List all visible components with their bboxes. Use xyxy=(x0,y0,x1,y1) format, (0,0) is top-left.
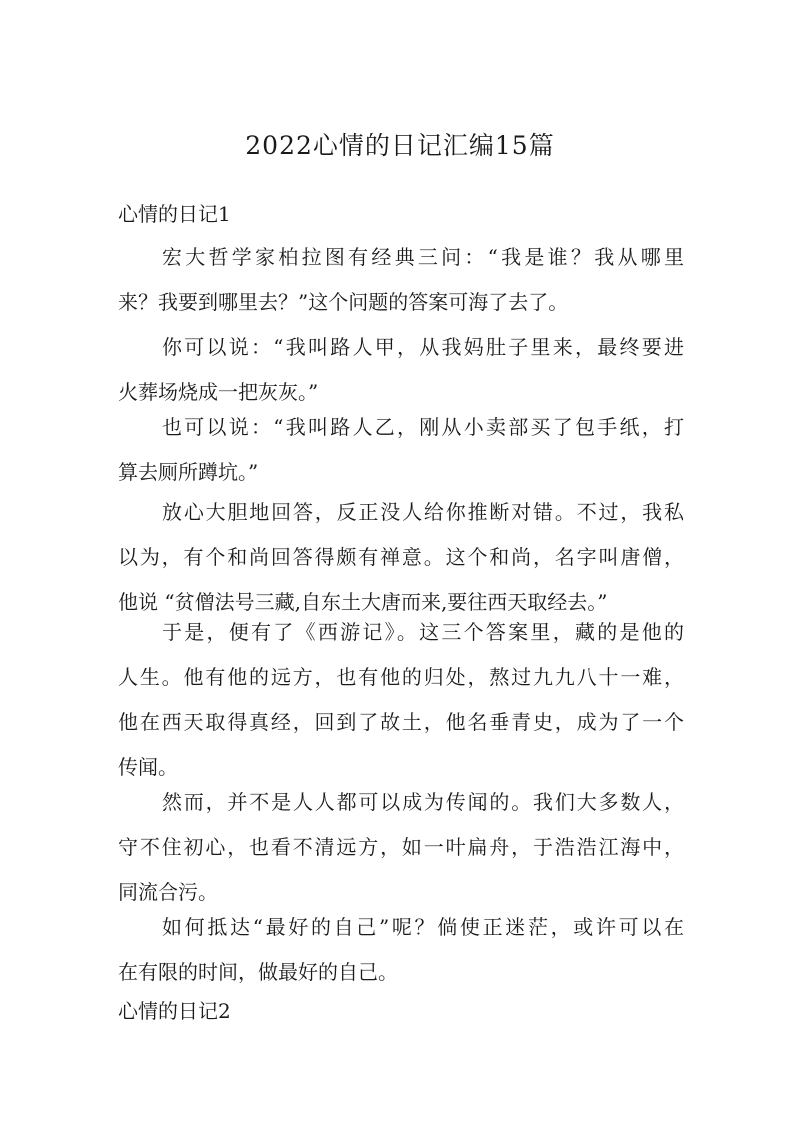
paragraph-7 xyxy=(118,905,684,995)
paragraph-line: 于是，便有了《西游记》。这三个答案里，藏的是他的 xyxy=(162,620,684,644)
paragraph-line: 然而，并不是人人都可以成为传闻的。我们大多数人， xyxy=(162,790,684,814)
paragraph-line: 放心大胆地回答，反正没人给你推断对错。不过，我私 xyxy=(162,500,684,524)
paragraph-line: 宏大哲学家柏拉图有经典三问：“我是谁？我从哪里 xyxy=(162,245,684,269)
paragraph-line: 以为，有个和尚回答得颇有禅意。这个和尚，名字叫唐僧， xyxy=(118,545,684,569)
paragraph-4 xyxy=(118,490,684,625)
paragraph-5 xyxy=(118,610,684,790)
paragraph-line: 守不住初心，也看不清远方，如一叶扁舟，于浩浩江海中， xyxy=(118,835,684,859)
paragraph-line: 你可以说：“我叫路人甲，从我妈肚子里来，最终要进 xyxy=(162,335,684,359)
paragraph-line: 在有限的时间，做最好的自己。 xyxy=(118,960,398,984)
paragraph-1 xyxy=(118,235,684,325)
paragraph-line: 火葬场烧成一把灰灰。” xyxy=(118,380,319,404)
paragraph-line: 如何抵达“最好的自己”呢？倘使正迷茫，或许可以在 xyxy=(162,915,684,939)
document-title: 2022心情的日记汇编15篇 xyxy=(245,131,555,160)
section-heading-1: 心情的日记1 xyxy=(118,202,231,226)
paragraph-line: 来？我要到哪里去？”这个问题的答案可海了去了。 xyxy=(118,290,569,314)
section-heading-2: 心情的日记2 xyxy=(118,999,231,1023)
paragraph-line: 也可以说：“我叫路人乙，刚从小卖部买了包手纸，打 xyxy=(162,415,684,439)
paragraph-line: 传闻。 xyxy=(118,755,178,779)
paragraph-line: 他说 “贫僧法号三藏,自东土大唐而来,要往西天取经去。” xyxy=(118,590,608,614)
paragraph-2 xyxy=(118,325,684,415)
paragraph-line: 他在西天取得真经，回到了故土，他名垂青史，成为了一个 xyxy=(118,710,684,734)
paragraph-6 xyxy=(118,780,684,915)
paragraph-line: 人生。他有他的远方，也有他的归处，熬过九九八十一难， xyxy=(118,665,684,689)
paragraph-line: 同流合污。 xyxy=(118,880,218,904)
paragraph-3 xyxy=(118,405,684,495)
paragraph-line: 算去厕所蹲坑。” xyxy=(118,460,259,484)
